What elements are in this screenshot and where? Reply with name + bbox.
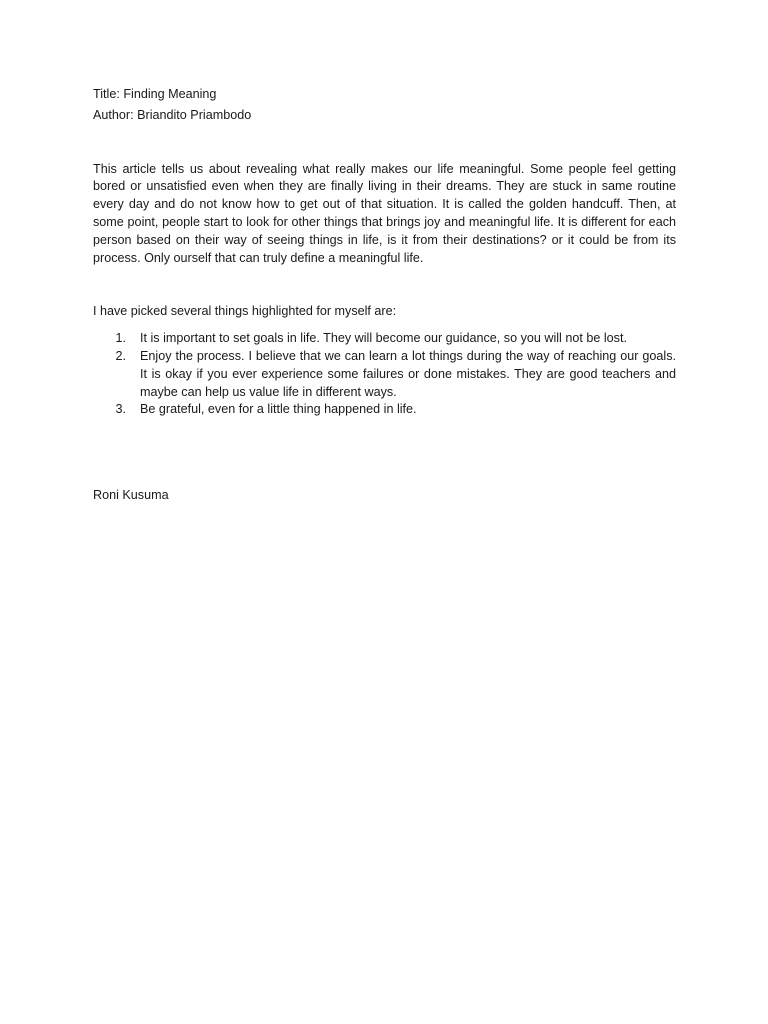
list-item-number: 3.: [115, 402, 126, 417]
document-author: Author: Briandito Priambodo: [93, 107, 252, 122]
summary-paragraph: This article tells us about revealing what really makes our life meaningful. Some people feel getting bored or unsatisfied even when they are finally living in their dreams. They are stuck in same routine every day and do not know how to get out of that situation. It is called the golden handcuff. Then, at some point, people start to look for other things that brings joy and meaningful life. It is different for each person based on their way of seeing things in life, is it from their destinations? or it could be from its process. Only ourself that can truly define a meaningful life.: [93, 161, 676, 265]
list-intro: I have picked several things highlighted for myself are:: [93, 304, 397, 319]
list-item-text: Enjoy the process. I believe that we can learn a lot things during the way of reaching our goals. It is okay if you ever experience some failures or done mistakes. They are good teachers and maybe can help us value life in different ways.: [140, 348, 676, 399]
highlight-list: [93, 330, 676, 419]
signature: Roni Kusuma: [93, 488, 169, 503]
document-title: Title: Finding Meaning: [93, 87, 217, 101]
list-item: [93, 401, 676, 419]
list-item: [93, 348, 676, 401]
list-item: [93, 330, 676, 348]
list-item-text: Be grateful, even for a little thing happened in life.: [140, 402, 417, 417]
document-page: [93, 86, 676, 505]
list-item-number: 2.: [115, 348, 126, 363]
list-item-number: 1.: [115, 331, 126, 346]
list-item-text: It is important to set goals in life. They will become our guidance, so you will not be lost.: [140, 331, 627, 346]
